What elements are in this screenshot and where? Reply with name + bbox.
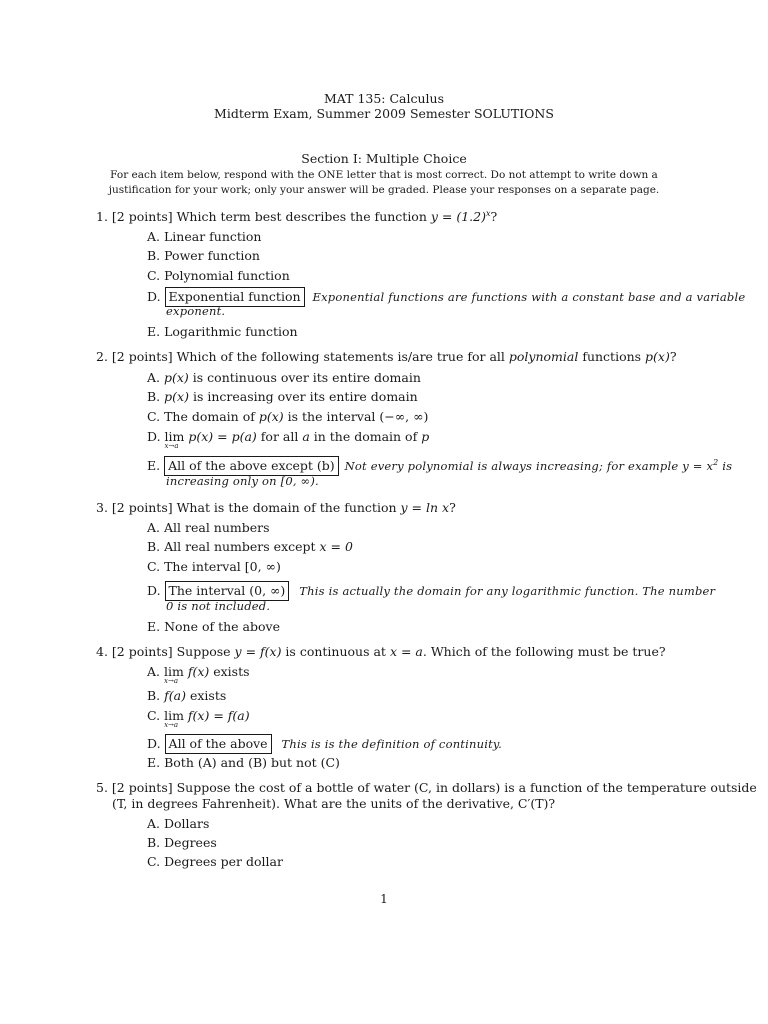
option-2b xyxy=(147,391,418,404)
limit-text: lim xyxy=(164,664,184,679)
option-1a xyxy=(147,231,261,244)
option-letter: B. xyxy=(147,835,161,850)
limit-subscript: x→a xyxy=(164,721,179,729)
question-text-mid: functions xyxy=(578,349,646,364)
instructions-line-2: justification for your work; only your answer will be graded. Please your responses on a separate page. xyxy=(108,184,660,196)
exam-title: Midterm Exam, Summer 2009 Semester SOLUTIONS xyxy=(214,106,554,121)
option-2e xyxy=(147,459,732,472)
page-number: 1 xyxy=(380,892,388,906)
option-text: Degrees per dollar xyxy=(164,854,283,869)
explanation-text: Not every polynomial is always increasing; for example xyxy=(344,458,683,473)
limit-text: lim xyxy=(164,708,184,723)
question-text: [2 points] Which of the following statements is/are true for all xyxy=(111,349,509,364)
option-5b xyxy=(147,837,217,850)
option-3d xyxy=(147,585,715,598)
question-italic: polynomial xyxy=(508,349,579,364)
option-letter: C. xyxy=(147,854,161,869)
option-math: p(x) = p(a) xyxy=(184,429,257,444)
question-number: 3. xyxy=(96,500,108,515)
question-5-stem-cont: (T, in degrees Fahrenheit). What are the units of the derivative, C′(T)? xyxy=(112,796,556,811)
limit-subscript: x→a xyxy=(164,677,178,685)
option-math: x = 0 xyxy=(319,539,353,554)
question-number: 4. xyxy=(96,644,108,659)
option-3a xyxy=(147,522,270,535)
question-superscript: x xyxy=(486,209,491,218)
question-math-2: x = a xyxy=(389,644,423,659)
option-letter: B. xyxy=(147,688,161,703)
option-4e xyxy=(147,757,340,770)
question-5-stem xyxy=(96,782,757,795)
option-text: Degrees xyxy=(164,835,217,850)
question-math: y = f(x) xyxy=(234,644,282,659)
question-text: [2 points] What is the domain of the function xyxy=(111,500,401,515)
option-letter: D. xyxy=(147,289,161,304)
option-math: f(x) xyxy=(183,664,210,679)
question-text: [2 points] Suppose xyxy=(111,644,235,659)
option-letter: B. xyxy=(147,539,161,554)
option-1b xyxy=(147,250,260,263)
option-text: Linear function xyxy=(164,229,262,244)
question-4-stem xyxy=(96,646,666,659)
correct-answer-box: The interval (0, ∞) xyxy=(165,581,290,601)
option-text-mid: in the domain of xyxy=(309,429,422,444)
option-letter: A. xyxy=(147,816,161,831)
option-letter: C. xyxy=(147,708,161,723)
option-5c xyxy=(147,856,283,869)
option-text: Logarithmic function xyxy=(164,324,298,339)
option-math: p(x) xyxy=(164,389,189,404)
explanation-tail: is xyxy=(718,458,733,473)
question-text-end: . Which of the following must be true? xyxy=(422,644,666,659)
option-3e xyxy=(147,621,280,634)
option-letter: B. xyxy=(147,389,161,404)
option-4a xyxy=(147,664,250,685)
question-text-mid: is continuous at xyxy=(281,644,390,659)
option-math: f(x) = f(a) xyxy=(183,708,250,723)
option-text: Both (A) and (B) but not (C) xyxy=(164,755,340,770)
answer-explanation: This is actually the domain for any logarithmic function. The number xyxy=(299,584,716,598)
option-letter: B. xyxy=(147,248,161,263)
option-4c xyxy=(147,708,250,729)
question-text: [2 points] Suppose the cost of a bottle of water (C, in dollars) is a function of the temperature outside xyxy=(111,780,757,795)
answer-explanation-cont: increasing only on [0, ∞). xyxy=(166,474,319,488)
option-var-a: a xyxy=(302,429,310,444)
option-letter: C. xyxy=(147,409,161,424)
option-text: is continuous over its entire domain xyxy=(188,370,421,385)
answer-explanation xyxy=(345,459,733,473)
correct-answer-box: Exponential function xyxy=(165,287,305,307)
question-text-end: ? xyxy=(669,349,677,364)
option-3b xyxy=(147,541,353,554)
explanation-superscript: 2 xyxy=(713,458,719,467)
option-letter: E. xyxy=(147,457,161,473)
question-2-stem xyxy=(96,351,677,364)
option-text: Power function xyxy=(164,248,260,263)
explanation-math: y = x xyxy=(682,458,714,473)
option-letter: D. xyxy=(147,736,161,751)
option-text: exists xyxy=(209,664,250,679)
question-3-stem xyxy=(96,502,456,515)
option-text: Polynomial function xyxy=(164,268,290,283)
limit-text: lim xyxy=(164,429,185,444)
correct-answer-box: All of the above xyxy=(165,734,272,754)
option-text: The interval [0, ∞) xyxy=(164,559,281,574)
option-4d xyxy=(147,738,502,751)
option-2a xyxy=(147,372,421,385)
question-math: y = (1.2) xyxy=(430,209,486,225)
answer-explanation-cont: 0 is not included. xyxy=(166,599,271,613)
option-var-p: p xyxy=(421,429,430,444)
option-letter: A. xyxy=(147,370,161,385)
option-text: All real numbers xyxy=(164,520,270,535)
question-number: 1. xyxy=(96,209,108,225)
option-2d xyxy=(147,429,430,450)
option-text: None of the above xyxy=(164,619,280,634)
limit-operator xyxy=(164,429,185,450)
option-letter: E. xyxy=(147,619,161,634)
option-text: exists xyxy=(186,688,227,703)
option-3c xyxy=(147,561,281,574)
answer-explanation: This is is the definition of continuity. xyxy=(281,737,502,751)
question-1-stem xyxy=(96,210,497,224)
option-math: f(a) xyxy=(164,688,186,703)
option-text-end: is the interval (−∞, ∞) xyxy=(283,409,429,424)
question-number: 2. xyxy=(96,349,108,364)
limit-operator xyxy=(164,708,184,729)
option-1d xyxy=(147,291,745,304)
option-text: All real numbers except xyxy=(164,539,320,554)
option-4b xyxy=(147,690,226,703)
option-1c xyxy=(147,270,290,283)
option-letter: A. xyxy=(147,229,161,244)
limit-operator xyxy=(164,664,184,685)
option-text: for all xyxy=(256,429,303,444)
option-math: p(x) xyxy=(258,409,284,424)
option-letter: C. xyxy=(147,559,161,574)
option-text: is increasing over its entire domain xyxy=(188,389,418,404)
correct-answer-box: All of the above except (b) xyxy=(164,456,339,476)
instructions-line-1: For each item below, respond with the ONE letter that is most correct. Do not attempt to write down a xyxy=(110,169,658,181)
question-number: 5. xyxy=(96,780,108,795)
option-letter: C. xyxy=(147,268,161,283)
question-math: y = ln x xyxy=(400,500,450,515)
question-text-end: ? xyxy=(449,500,456,515)
question-text: [2 points] Which term best describes the function xyxy=(111,209,431,225)
question-text-end: ? xyxy=(490,209,498,225)
answer-explanation: Exponential functions are functions with a constant base and a variable xyxy=(312,290,746,304)
option-text: The domain of xyxy=(164,409,259,424)
option-letter: A. xyxy=(147,664,161,679)
option-letter: A. xyxy=(147,520,161,535)
option-1e xyxy=(147,326,298,339)
limit-subscript: x→a xyxy=(164,442,179,450)
option-letter: E. xyxy=(147,324,161,339)
option-letter: E. xyxy=(147,755,161,770)
option-letter: D. xyxy=(147,583,161,598)
option-text: Dollars xyxy=(164,816,210,831)
question-math: p(x) xyxy=(645,349,670,364)
course-title: MAT 135: Calculus xyxy=(323,91,445,106)
option-2c xyxy=(147,411,428,424)
answer-explanation-cont: exponent. xyxy=(166,304,226,318)
section-title: Section I: Multiple Choice xyxy=(301,151,467,166)
option-5a xyxy=(147,818,209,831)
option-letter: D. xyxy=(147,429,161,444)
option-math: p(x) xyxy=(164,370,189,385)
